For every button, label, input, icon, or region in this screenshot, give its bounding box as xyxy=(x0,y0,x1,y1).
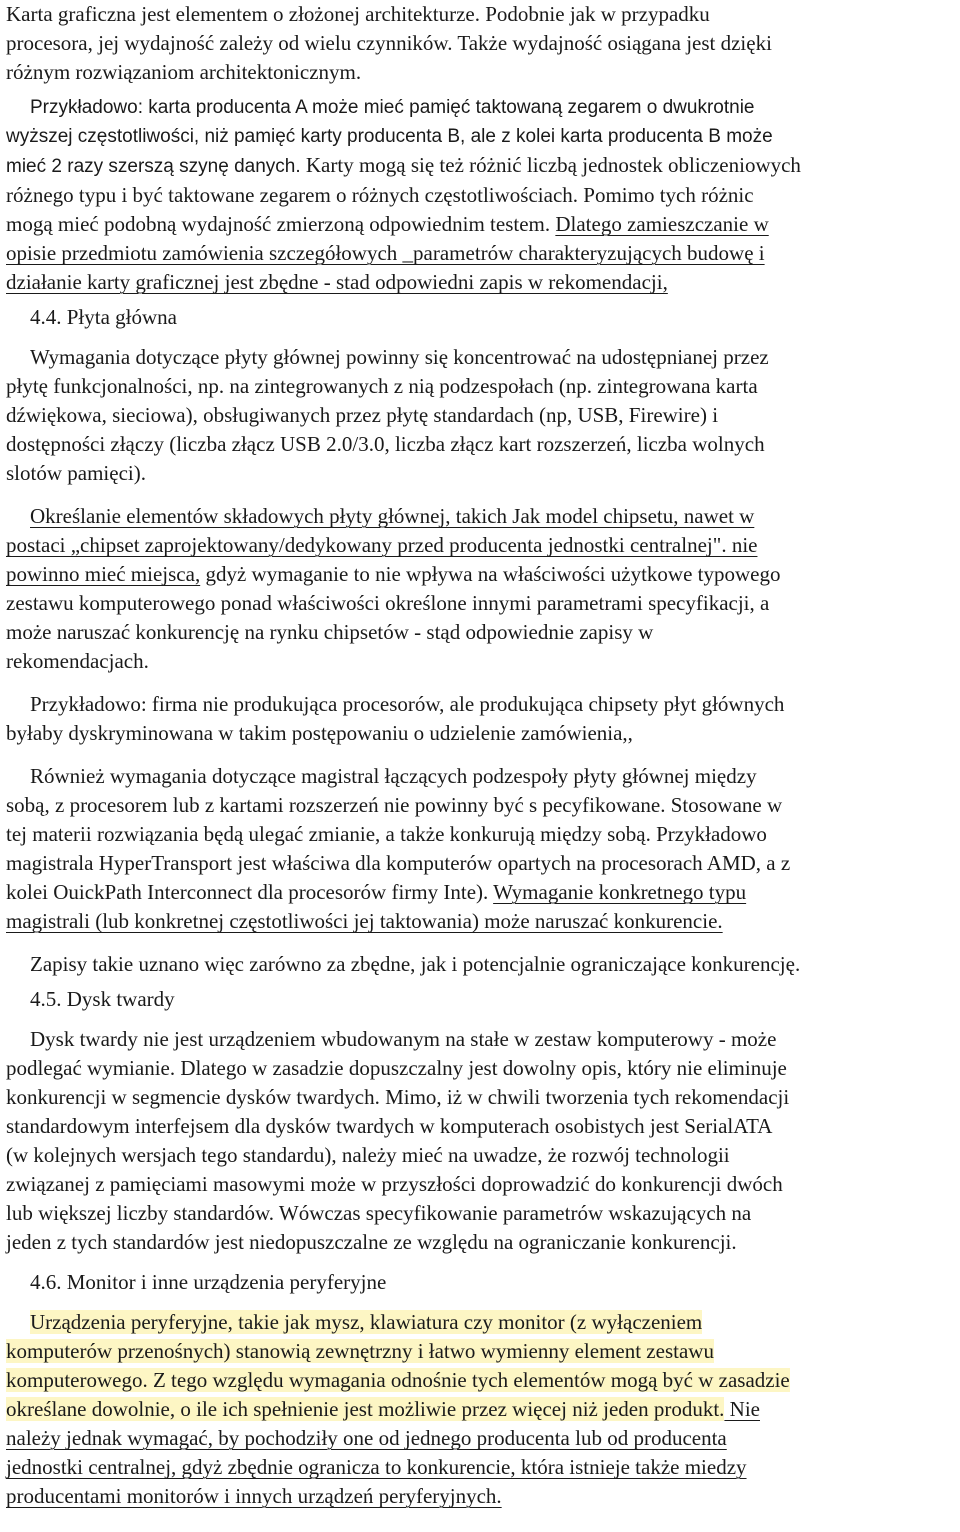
paragraph-chipset xyxy=(6,502,956,676)
text-line xyxy=(6,878,956,907)
section-heading-4-5: 4.5. Dysk twardy xyxy=(30,987,175,1011)
text-line: podlegać wymianie. Dlatego w zasadzie dopuszczalny jest dowolny opis, który nie eliminuje xyxy=(6,1056,787,1080)
text-line: dostępności złączy (liczba złącz USB 2.0/3.0, liczba złącz kart rozszerzeń, liczba wolnych xyxy=(6,432,765,456)
text-line xyxy=(6,1308,956,1337)
text-line: konkurencji w segmencie dysków twardych. Mimo, iż w chwili tworzenia tych rekomendacji xyxy=(6,1085,790,1109)
underlined-span: powinno mieć miejsca, xyxy=(6,562,201,586)
text-line: Karta graficzna jest elementem o złożonej architekturze. Podobnie jak w przypadku xyxy=(6,2,710,26)
text-span: Karty mogą się też różnić liczbą jednostek obliczeniowych xyxy=(300,153,801,177)
underlined-line: magistrali (lub konkretnej częstotliwości jej taktowania) może naruszać konkurencie. xyxy=(6,909,723,933)
text-line: różnym rozwiązaniom architektonicznym. xyxy=(6,60,362,84)
text-line: związanej z pamięciami masowymi może w przyszłości doprowadzić do konkurencji dwóch xyxy=(6,1172,783,1196)
text-line xyxy=(6,151,956,181)
text-line: procesora, jej wydajność zależy od wielu czynników. Także wydajność osiągana jest dzięki xyxy=(6,31,772,55)
paragraph-hard-disk xyxy=(6,1025,956,1257)
highlighted-span: określane dowolnie, o ile ich spełnienie jest możliwie przez więcej niż jeden produkt. xyxy=(6,1397,725,1421)
paragraph-buses xyxy=(6,762,956,936)
section-heading-4-6: 4.6. Monitor i inne urządzenia peryferyjne xyxy=(30,1270,387,1294)
underlined-line: producentami monitorów i innych urządzeń peryferyjnych. xyxy=(6,1484,502,1508)
text-line: Przykładowo: firma nie produkująca procesorów, ale produkująca chipsety płyt głównych xyxy=(30,692,785,716)
section-heading-4-4: 4.4. Płyta główna xyxy=(30,305,177,329)
text-line: rekomendacjach. xyxy=(6,649,149,673)
underlined-line: działanie karty graficznej jest zbędne - stad odpowiedni zapis w rekomendacji, xyxy=(6,270,668,294)
text-line: dźwiękowa, sieciowa), obsługiwanych przez płytę standardach (np, USB, Firewire) i xyxy=(6,403,719,427)
text-line: standardowym interfejsem dla dysków twardych w komputerach osobistych jest SerialATA xyxy=(6,1114,773,1138)
underlined-line: Określanie elementów składowych płyty głównej, takich Jak model chipsetu, nawet w xyxy=(30,504,755,528)
text-span: kolei OuickPath Interconnect dla procesorów firmy Inte). xyxy=(6,880,494,904)
text-line: Również wymagania dotyczące magistral łączących podzespoły płyty głównej między xyxy=(30,764,757,788)
text-span: mieć 2 razy szerszą szynę danych. xyxy=(6,156,301,177)
text-line: jeden z tych standardów jest niedopuszczalne ze względu na ograniczanie konkurencji. xyxy=(6,1230,737,1254)
paragraph-graphics-example xyxy=(6,93,956,297)
underlined-span: Nie xyxy=(724,1397,760,1421)
text-line: magistrala HyperTransport jest właściwa dla komputerów opartych na procesorach AMD, a z xyxy=(6,851,791,875)
text-line xyxy=(6,1337,956,1366)
paragraph-motherboard-requirements xyxy=(6,343,956,488)
underlined-line: opisie przedmiotu zamówienia szczegółowych _parametrów charakteryzujących budowę i xyxy=(6,241,765,265)
underlined-line: należy jednak wymagać, by pochodziły one od jednego producenta lub od producenta xyxy=(6,1426,727,1450)
highlighted-span: komputerów przenośnych) stanowią zewnętrzny i łatwo wymienny element zestawu xyxy=(6,1339,714,1363)
text-line: (w kolejnych wersjach tego standardu), należy mieć na uwadze, że rozwój technologii xyxy=(6,1143,730,1167)
text-line: slotów pamięci). xyxy=(6,461,146,485)
text-span: gdyż wymaganie to nie wpływa na właściwości użytkowe typowego xyxy=(200,562,781,586)
text-line: sobą, z procesorem lub z kartami rozszerzeń nie powinny być s pecyfikowane. Stosowane w xyxy=(6,793,783,817)
underlined-line: postaci „chipset zaprojektowany/dedykowany przed producenta jednostki centralnej". nie xyxy=(6,533,758,557)
text-line: Zapisy takie uznano więc zarówno za zbędne, jak i potencjalnie ograniczające konkurencję. xyxy=(30,952,801,976)
text-line xyxy=(6,1366,956,1395)
text-line: wyższej częstotliwości, niż pamięć karty producenta B, ale z kolei karta producenta B może xyxy=(6,126,773,147)
text-line: lub większej liczby standardów. Wówczas specyfikowanie parametrów wskazujących na xyxy=(6,1201,752,1225)
text-line: płytę funkcjonalności, np. na zintegrowanych z nią podzespołach (np. zintegrowana karta xyxy=(6,374,758,398)
paragraph-chipset-example xyxy=(6,690,956,748)
paragraph-summary xyxy=(6,950,956,979)
text-line: Przykładowo: karta producenta A może mieć pamięć taktowaną zegarem o dwukrotnie xyxy=(30,97,755,118)
paragraph-intro xyxy=(6,0,956,87)
text-line: zestawu komputerowego ponad właściwości określone innymi parametrami specyfikacji, a xyxy=(6,591,770,615)
text-line xyxy=(6,210,956,239)
paragraph-peripherals xyxy=(6,1308,956,1511)
text-line: tej materii rozwiązania będą ulegać zmianie, a także konkurują między sobą. Przykładowo xyxy=(6,822,767,846)
text-line: może naruszać konkurencję na rynku chipsetów - stąd odpowiednie zapisy w xyxy=(6,620,654,644)
underlined-span: Dlatego zamieszczanie w xyxy=(555,212,769,236)
document-page xyxy=(6,0,956,1511)
text-line xyxy=(6,560,956,589)
text-line: różnego typu i być taktowane zegarem o różnych częstotliwościach. Pomimo tych różnic xyxy=(6,183,754,207)
text-line: Dysk twardy nie jest urządzeniem wbudowanym na stałe w zestaw komputerowy - może xyxy=(30,1027,777,1051)
highlighted-span: Urządzenia peryferyjne, takie jak mysz, klawiatura czy monitor (z wyłączeniem xyxy=(30,1310,703,1334)
text-line xyxy=(6,1395,956,1424)
underlined-line: jednostki centralnej, gdyż zbędnie ogranicza to konkurencie, która istnieje także miedzy xyxy=(6,1455,747,1479)
highlighted-span: komputerowego. Z tego względu wymagania odnośnie tych elementów mogą być w zasadzie xyxy=(6,1368,790,1392)
text-span: mogą mieć podobną wydajność zmierzoną odpowiednim testem. xyxy=(6,212,556,236)
text-line: Wymagania dotyczące płyty głównej powinny się koncentrować na udostępnianej przez xyxy=(30,345,769,369)
text-line: byłaby dyskryminowana w takim postępowaniu o udzielenie zamówienia,, xyxy=(6,721,633,745)
underlined-span: Wymaganie konkretnego typu xyxy=(493,880,747,904)
